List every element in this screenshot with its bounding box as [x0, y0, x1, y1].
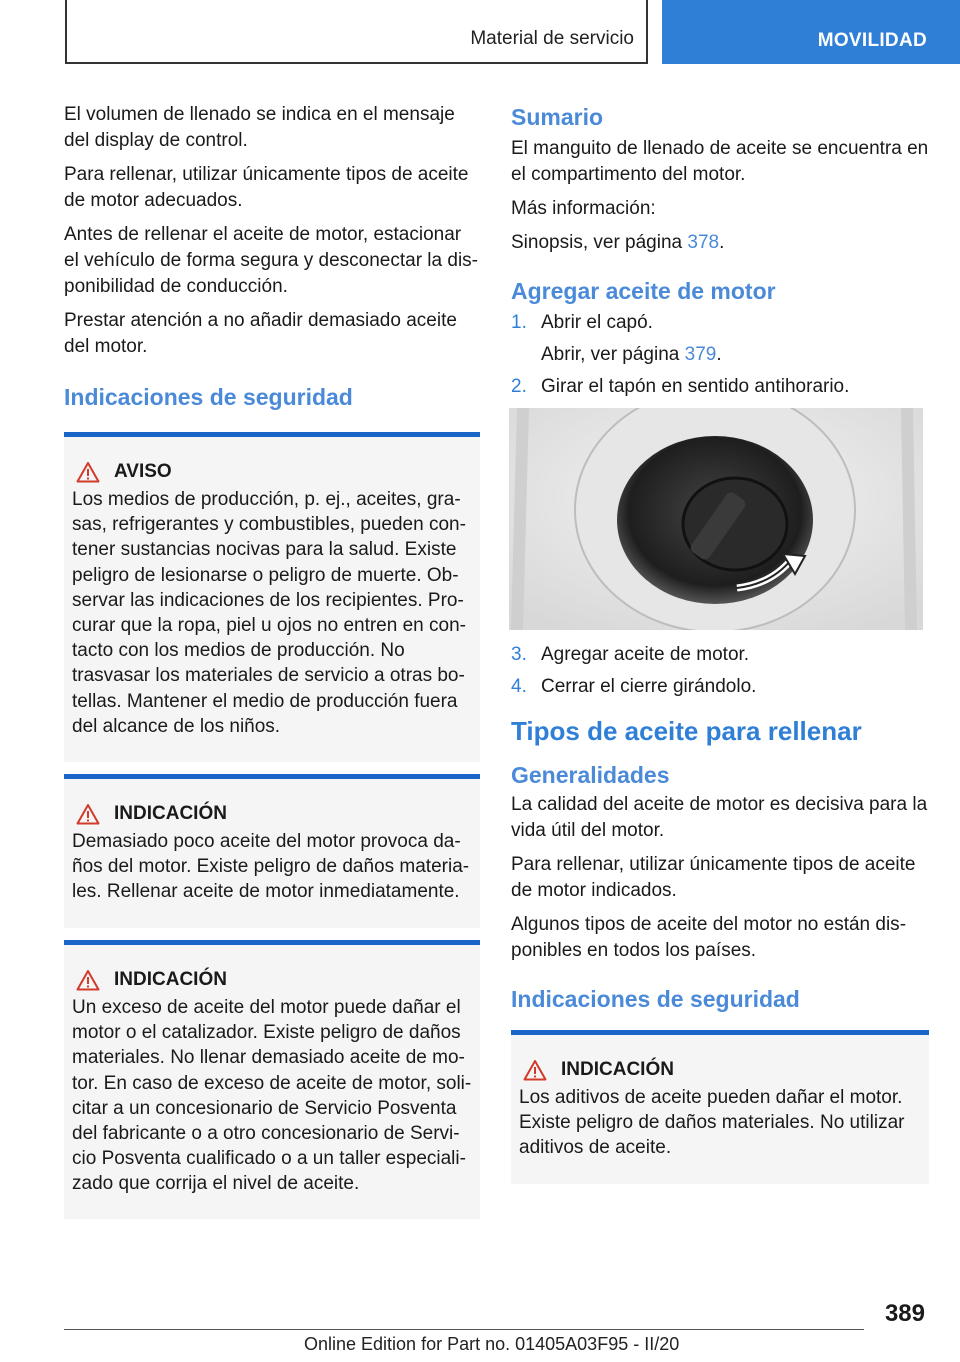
header-section-title: Material de servicio [470, 28, 634, 49]
step-text: Agregar aceite de motor. [541, 644, 750, 665]
warning-triangle-icon [76, 803, 100, 825]
step-number: 4. [511, 676, 527, 697]
footer [304, 1334, 679, 1355]
paragraph: Para rellenar, utilizar únicamente tipos de aceite de motor indicados. [511, 854, 916, 901]
warning-text: Los medios de producción, p. ej., aceites, grasas, refrigerantes y combustibles, pueden contener sustancias nocivas para la salud. Existe peligro de lesionarse o peligro de muerte. Observar las indicaciones de los recipientes. Procurar que la ropa, piel u ojos no entren en contacto con los medios de producción. No trasvasar los materiales de servicio a otras botellas. Mantener el medio de producción fuera del alcance de los niños. [72, 489, 466, 737]
warning-box [64, 774, 480, 928]
warning-box [64, 940, 480, 1219]
warning-text: Un exceso de aceite del motor puede dañar el motor o el catalizador. Existe peligro de daños materiales. No llenar demasiado aceite de motor. En caso de exceso de aceite de motor, solicitar a un concesionario de Servicio Posventa del fabricante o a otro concesionario de Servicio Posventa cualificado o a un taller especializado que corrija el nivel de aceite. [72, 997, 472, 1195]
warning-text: Los aditivos de aceite pueden dañar el motor. Existe peligro de daños materiales. No utilizar aditivos de aceite. [519, 1087, 905, 1159]
safety-heading: Indicaciones de seguridad [64, 384, 353, 410]
header-chapter-title: MOVILIDAD [817, 30, 927, 51]
steps-list-continued [511, 642, 929, 700]
warning-title [72, 461, 472, 483]
header-chapter-tab [662, 0, 960, 64]
warning-title [72, 969, 472, 991]
step-text: Abrir el capó. [541, 312, 653, 333]
paragraph: La calidad del aceite de motor es decisiva para la vida útil del motor. [511, 794, 928, 841]
step-text: Girar el tapón en sentido antihorario. [541, 376, 850, 397]
step-subtext-label: Abrir, ver página [541, 344, 685, 365]
warning-title-text: INDICACIÓN [114, 803, 227, 824]
page-link-378[interactable]: 378 [687, 232, 720, 253]
paragraph: Sinopsis, ver página 378. [511, 232, 725, 253]
oil-types-heading: Tipos de aceite para rellenar [511, 716, 862, 746]
warning-box [511, 1030, 929, 1184]
header-section-box [65, 0, 648, 64]
general-heading: Generalidades [511, 762, 670, 788]
list-item [511, 374, 929, 400]
warning-title [519, 1059, 921, 1081]
footer-text: Online Edition for Part no. 01405A03F95 - II/20 [304, 1334, 680, 1354]
warning-title-text: INDICACIÓN [114, 969, 227, 990]
step-text: Cerrar el cierre girándolo. [541, 676, 757, 697]
paragraph: Antes de rellenar el aceite de motor, estacionar el vehículo de forma segura y desconectar la disponibilidad de conducción. [64, 224, 478, 297]
list-item [511, 674, 929, 700]
warning-title [72, 803, 472, 825]
paragraph: Algunos tipos de aceite del motor no están disponibles en todos los países. [511, 914, 907, 961]
paragraph: Prestar atención a no añadir demasiado aceite del motor. [64, 310, 457, 357]
list-item [511, 642, 929, 668]
warning-triangle-icon [523, 1059, 547, 1081]
page-link-379[interactable]: 379 [684, 344, 717, 365]
warning-box [64, 432, 480, 762]
list-item [511, 310, 929, 368]
warning-triangle-icon [76, 461, 100, 483]
page-number: 389 [884, 1300, 925, 1327]
warning-title-text: AVISO [114, 461, 172, 482]
step-subtext: Abrir, ver página 379. [541, 344, 722, 365]
add-oil-heading: Agregar aceite de motor [511, 278, 776, 304]
step-number: 1. [511, 312, 527, 333]
paragraph: Para rellenar, utilizar únicamente tipos de aceite de motor adecuados. [64, 164, 469, 211]
warning-text: Demasiado poco aceite del motor provoca daños del motor. Existe peligro de daños materiales. Rellenar aceite de motor inmediatamente. [72, 831, 470, 903]
sumario-heading: Sumario [511, 104, 604, 130]
sinopsis-text: Sinopsis, ver página [511, 232, 688, 253]
warning-triangle-icon [76, 969, 100, 991]
paragraph: El volumen de llenado se indica en el mensaje del display de control. [64, 104, 455, 151]
steps-list [511, 310, 929, 400]
paragraph: El manguito de llenado de aceite se encuentra en el compartimento del motor. [511, 138, 929, 185]
paragraph: Más información: [511, 198, 656, 219]
left-column [64, 102, 480, 1219]
oil-filler-cap-photo [509, 408, 923, 630]
footer-divider [64, 1329, 864, 1330]
safety-heading: Indicaciones de seguridad [511, 986, 800, 1012]
step-number: 3. [511, 644, 527, 665]
step-number: 2. [511, 376, 527, 397]
warning-title-text: INDICACIÓN [561, 1059, 674, 1080]
right-column [511, 102, 929, 1184]
